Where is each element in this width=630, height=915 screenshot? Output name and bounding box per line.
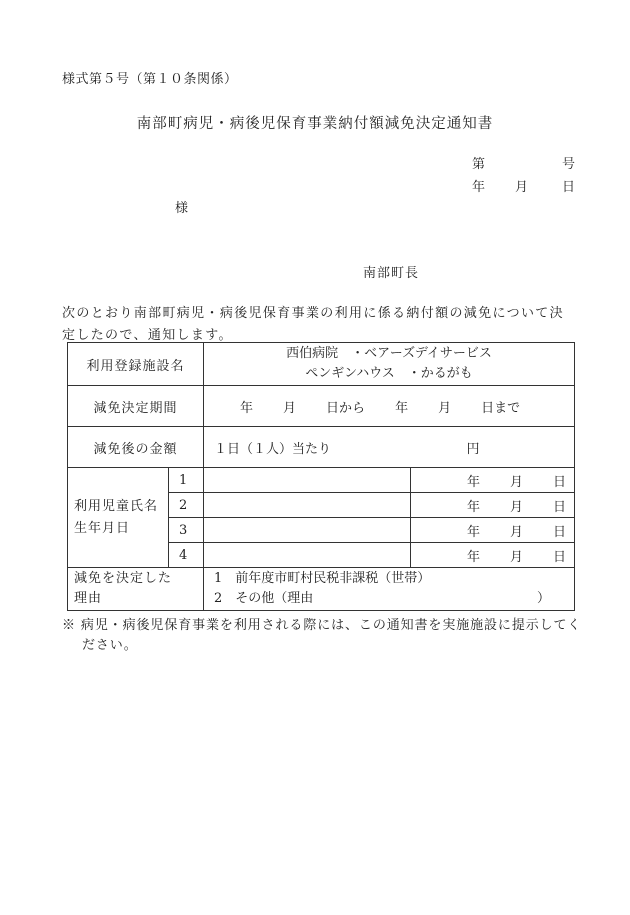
child-birthdate: [411, 468, 575, 493]
child-name-field: [204, 543, 411, 568]
body-text-line-2: 定したので、通知します。: [62, 328, 233, 343]
issue-date-day: 日: [562, 180, 576, 195]
birth-month: 月: [510, 524, 524, 540]
birth-day: 日: [553, 474, 567, 490]
period-to-month: 月: [438, 400, 452, 416]
child-birthdate: [411, 518, 575, 543]
birth-year: 年: [466, 549, 480, 565]
form-number: 様式第５号（第１０条関係）: [62, 72, 238, 87]
birth-year: 年: [466, 474, 480, 490]
children-label-line-2: 生年月日: [74, 520, 131, 536]
birth-month: 月: [510, 474, 524, 490]
child-number: 2: [169, 493, 204, 518]
amount-row: [68, 427, 575, 468]
child-birthdate: [411, 543, 575, 568]
addressee-honorific: 様: [175, 201, 189, 216]
birth-day: 日: [553, 499, 567, 515]
note-line-1: ※ 病児・病後児保育事業を利用される際には、この通知書を実施施設に提示してく: [62, 618, 582, 633]
birth-month: 月: [510, 549, 524, 565]
document-title: 南部町病児・病後児保育事業納付額減免決定通知書: [136, 116, 494, 132]
child-name-field: [204, 518, 411, 543]
reason-option-2: [214, 589, 574, 609]
issue-date-year: 年: [472, 180, 486, 195]
period-row: [68, 386, 575, 427]
birth-month: 月: [510, 499, 524, 515]
birth-year: 年: [466, 524, 480, 540]
child-name-field: [204, 493, 411, 518]
reason-row: [68, 568, 575, 611]
reason-label: [68, 568, 204, 611]
reason-option-2-text: 2 その他（理由: [214, 591, 314, 606]
period-value: [204, 386, 575, 427]
body-text-line-1: 次のとおり南部町病児・病後児保育事業の利用に係る納付額の減免について決: [62, 306, 564, 321]
issuer-name: 南部町長: [363, 266, 420, 281]
reason-option-1: 1 前年度市町村民税非課税（世帯）: [214, 571, 431, 586]
period-to-year: 年: [395, 400, 409, 416]
child-number: 1: [169, 468, 204, 493]
issue-date-month: 月: [515, 180, 529, 195]
child-row: [68, 468, 575, 493]
facility-line-1: 西伯病院 ・ベアーズデイサービス: [286, 346, 492, 361]
document-number-suffix: 号: [562, 157, 576, 172]
issue-date: [472, 176, 575, 195]
period-to-day: 日まで: [481, 400, 521, 416]
children-label: [68, 468, 169, 568]
child-number: 4: [169, 543, 204, 568]
note-line-2: ださい。: [82, 638, 138, 653]
birth-day: 日: [553, 524, 567, 540]
period-from-month: 月: [283, 400, 297, 416]
facility-line-2: ペンギンハウス ・かるがも: [305, 366, 473, 381]
facility-list: [204, 343, 575, 386]
amount-per-day: １日（１人）当たり: [204, 427, 411, 468]
facility-row: [68, 343, 575, 386]
period-label: 減免決定期間: [68, 386, 204, 427]
child-name-field: [204, 468, 411, 493]
period-from-day: 日から: [326, 400, 366, 416]
reason-label-line-1: 減免を決定した: [74, 571, 173, 586]
amount-unit-cell: [411, 427, 575, 468]
child-number: 3: [169, 518, 204, 543]
birth-year: 年: [466, 499, 480, 515]
reason-option-2-close: ）: [537, 591, 551, 606]
facility-label: 利用登録施設名: [68, 343, 204, 386]
amount-label: 減免後の金額: [68, 427, 204, 468]
children-label-line-1: 利用児童氏名: [74, 498, 159, 514]
notification-table: [67, 342, 575, 611]
birth-day: 日: [553, 549, 567, 565]
reason-options: [204, 568, 575, 611]
period-from-year: 年: [240, 400, 254, 416]
child-birthdate: [411, 493, 575, 518]
reason-label-line-2: 理由: [74, 591, 103, 606]
amount-unit: 円: [466, 441, 480, 457]
document-number-label: 第: [472, 157, 486, 172]
